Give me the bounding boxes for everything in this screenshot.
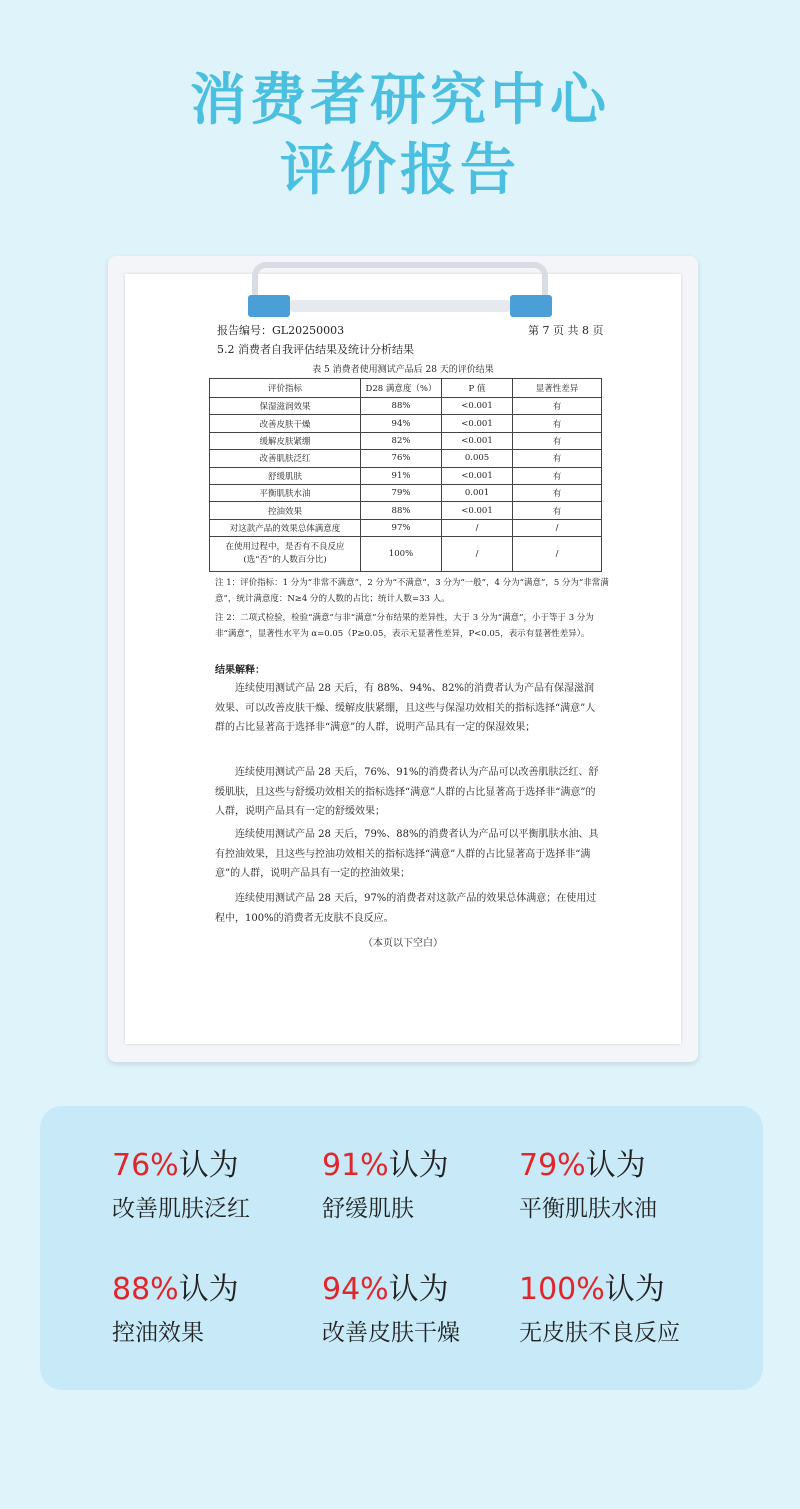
result-paragraph: 连续使用测试产品 28 天后，有 88%、94%、82%的消费者认为产品有保湿滋润效果、可以改善皮肤干燥、缓解皮肤紧绷，且这些与保湿功效相关的指标选择“满意”人群的占比显著高于选择非“满意”的人群，说明产品具有一定的保湿效果； <box>215 683 596 733</box>
table-cell: 有 <box>513 415 602 432</box>
clip-handle-left <box>248 295 290 317</box>
table-row <box>210 537 602 572</box>
stat-item <box>322 1148 449 1224</box>
table-cell: 100% <box>361 537 442 572</box>
table-cell: / <box>513 519 602 536</box>
stat-percent: 79% <box>519 1148 586 1183</box>
table-cell: 舒缓肌肤 <box>210 467 361 484</box>
table-cell: 97% <box>361 519 442 536</box>
page-info: 第 7 页 共 8 页 <box>528 324 604 337</box>
page-title-line1: 消费者研究中心 <box>190 68 610 133</box>
table-cell: 平衡肌肤水油 <box>210 484 361 501</box>
stat-percent: 76% <box>112 1148 179 1183</box>
table-row <box>210 450 602 467</box>
table-note-1: 注 1：评价指标：1 分为“非常不满意”，2 分为“不满意”，3 分为“一般”，4 分为“满意”，5 分为“非常满意”，统计满意度：N≥4 分的人数的占比；统计人数=33 人。 <box>215 578 609 604</box>
table-caption: 表 5 消费者使用测试产品后 28 天的评价结果 <box>312 365 494 375</box>
table-header: 评价指标 <box>210 379 361 398</box>
stat-item <box>322 1272 460 1348</box>
stat-desc: 平衡肌肤水油 <box>519 1196 657 1222</box>
table-cell: 在使用过程中，是否有不良反应(选“否”的人数百分比) <box>210 537 361 572</box>
table-header-row <box>210 379 602 398</box>
table-cell: 有 <box>513 450 602 467</box>
table-cell: / <box>513 537 602 572</box>
table-cell: 有 <box>513 467 602 484</box>
table-header: D28 满意度（%） <box>361 379 442 398</box>
table-cell: 有 <box>513 502 602 519</box>
stat-percent: 88% <box>112 1272 179 1307</box>
table-cell: 控油效果 <box>210 502 361 519</box>
table-row <box>210 467 602 484</box>
table-cell: 0.001 <box>442 484 513 501</box>
result-paragraph: 连续使用测试产品 28 天后，76%、91%的消费者认为产品可以改善肌肤泛红、舒缓肌肤，且这些与舒缓功效相关的指标选择“满意”人群的占比显著高于选择非“满意”的人群，说明产品具有一定的舒缓效果； <box>215 767 599 817</box>
table-cell: <0.001 <box>442 398 513 415</box>
table-header: 显著性差异 <box>513 379 602 398</box>
stat-suffix: 认为 <box>388 1272 449 1307</box>
table-note-2: 注 2：二项式检验，检验“满意”与非“满意”分布结果的差异性，大于 3 分为“满意”，小于等于 3 分为非“满意”，显著性水平为 α=0.05（P≥0.05，表示无显著性差异，P<0.05，表示有显著性差异）。 <box>215 613 594 639</box>
result-paragraph: 连续使用测试产品 28 天后，79%、88%的消费者认为产品可以平衡肌肤水油、具有控油效果，且这些与控油功效相关的指标选择“满意”人群的占比显著高于选择非“满意”的人群，说明产品具有一定的控油效果； <box>215 829 599 879</box>
section-heading: 5.2 消费者自我评估结果及统计分析结果 <box>217 343 414 356</box>
stat-desc: 改善肌肤泛红 <box>112 1196 250 1222</box>
table-cell: 有 <box>513 484 602 501</box>
stat-desc: 改善皮肤干燥 <box>322 1320 460 1346</box>
table-header: P 值 <box>442 379 513 398</box>
table-cell: 94% <box>361 415 442 432</box>
blank-note: （本页以下空白） <box>363 938 443 949</box>
table-cell: 88% <box>361 398 442 415</box>
table-cell: 改善皮肤干燥 <box>210 415 361 432</box>
table-cell: 0.005 <box>442 450 513 467</box>
table-cell: 对这款产品的效果总体满意度 <box>210 519 361 536</box>
table-cell: 82% <box>361 432 442 449</box>
stat-item <box>519 1272 680 1348</box>
stat-desc: 无皮肤不良反应 <box>519 1320 680 1346</box>
table-cell: 缓解皮肤紧绷 <box>210 432 361 449</box>
result-paragraph: 连续使用测试产品 28 天后，97%的消费者对这款产品的效果总体满意；在使用过程中，100%的消费者无皮肤不良反应。 <box>215 893 597 924</box>
table-cell: 76% <box>361 450 442 467</box>
page-title-line2: 评价报告 <box>280 138 520 203</box>
table-cell: 79% <box>361 484 442 501</box>
table-row <box>210 398 602 415</box>
result-title: 结果解释： <box>215 665 265 676</box>
table-row <box>210 502 602 519</box>
table-row <box>210 519 602 536</box>
clip-handle-right <box>510 295 552 317</box>
evaluation-table <box>209 378 602 572</box>
table-cell: <0.001 <box>442 502 513 519</box>
table-cell: <0.001 <box>442 467 513 484</box>
clipboard-clip <box>252 262 548 300</box>
stat-percent: 91% <box>322 1148 389 1183</box>
clip-plate <box>288 300 512 312</box>
stat-suffix: 认为 <box>178 1272 239 1307</box>
stat-suffix: 认为 <box>585 1148 646 1183</box>
table-row <box>210 415 602 432</box>
table-cell: / <box>442 537 513 572</box>
stat-item <box>112 1148 250 1224</box>
table-cell: 有 <box>513 398 602 415</box>
stat-percent: 94% <box>322 1272 389 1307</box>
report-number: 报告编号：GL20250003 <box>217 324 345 337</box>
table-cell: <0.001 <box>442 432 513 449</box>
table-row <box>210 432 602 449</box>
table-cell: 88% <box>361 502 442 519</box>
table-cell: / <box>442 519 513 536</box>
stat-desc: 舒缓肌肤 <box>322 1196 414 1222</box>
stat-desc: 控油效果 <box>112 1320 204 1346</box>
stat-suffix: 认为 <box>178 1148 239 1183</box>
stat-item <box>519 1148 657 1224</box>
stat-percent: 100% <box>519 1272 605 1307</box>
stat-suffix: 认为 <box>604 1272 665 1307</box>
table-cell: 保湿滋润效果 <box>210 398 361 415</box>
table-cell: <0.001 <box>442 415 513 432</box>
table-row <box>210 484 602 501</box>
stat-suffix: 认为 <box>388 1148 449 1183</box>
table-cell: 改善肌肤泛红 <box>210 450 361 467</box>
table-cell: 有 <box>513 432 602 449</box>
table-cell: 91% <box>361 467 442 484</box>
stat-item <box>112 1272 239 1348</box>
